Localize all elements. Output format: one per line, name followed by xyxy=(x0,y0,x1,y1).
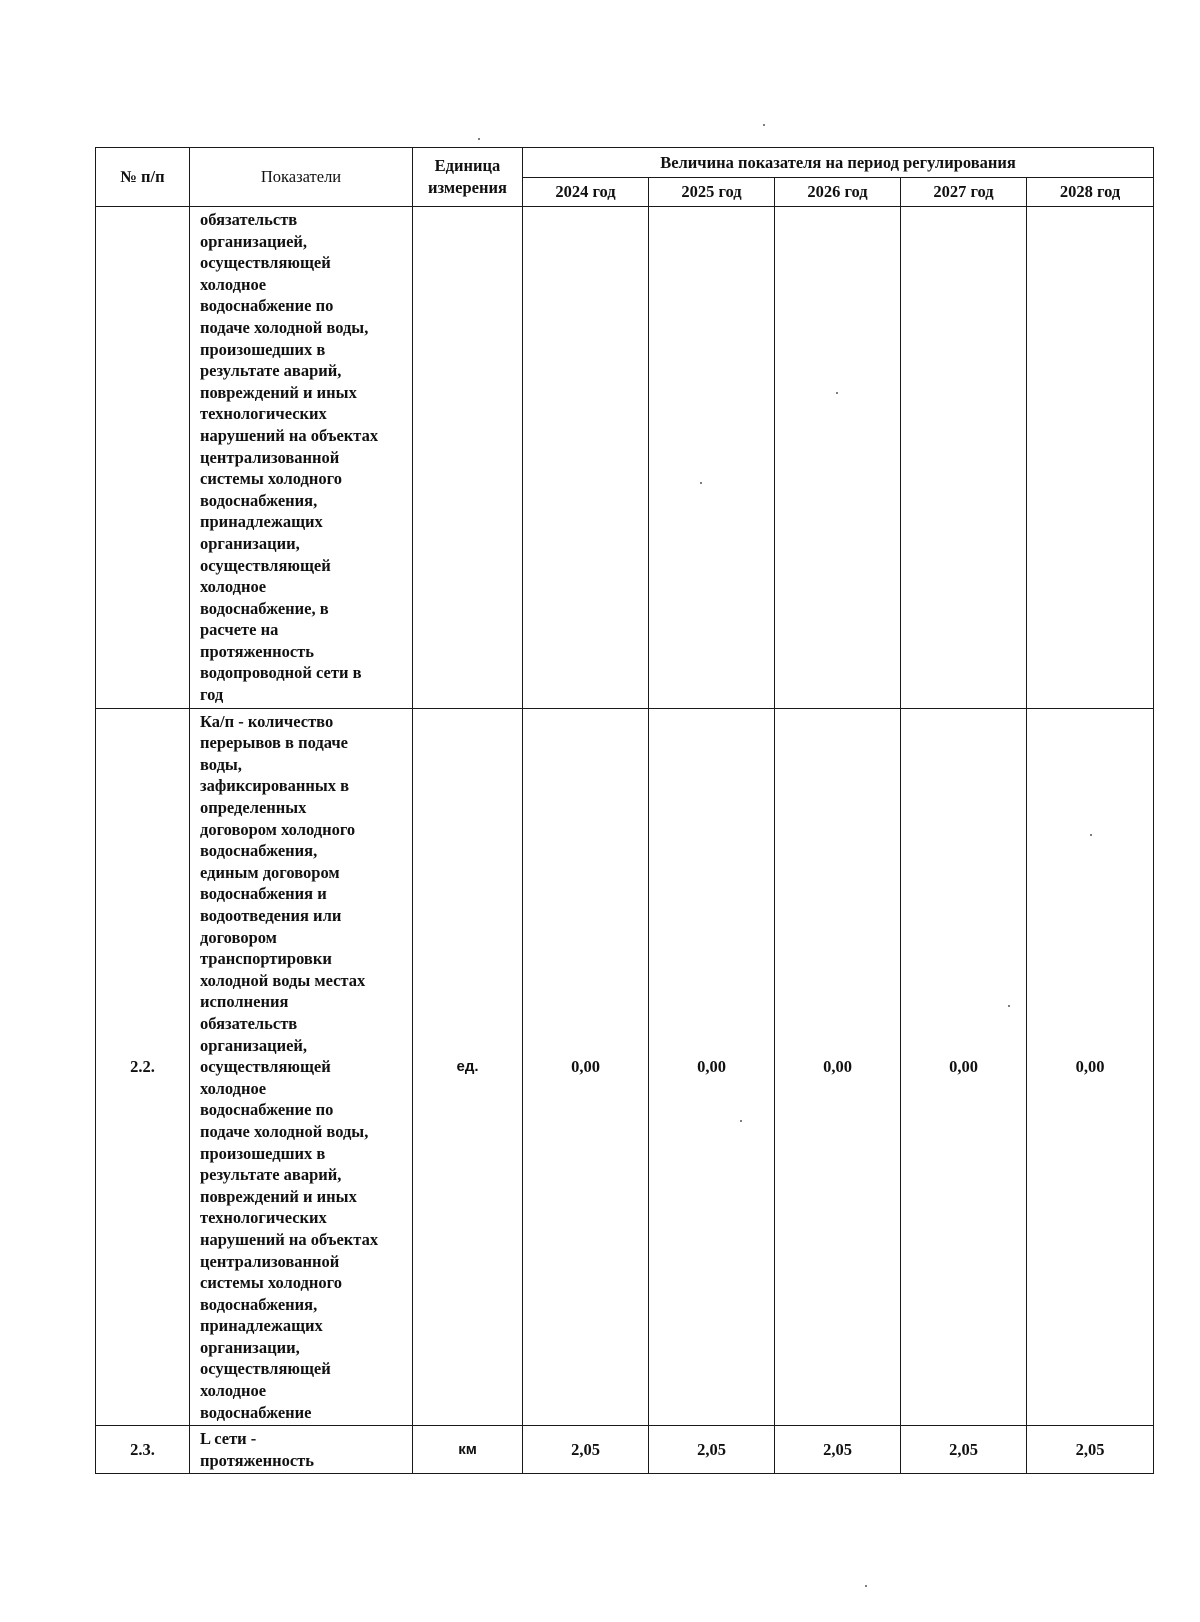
header-year-label: 2025 год xyxy=(681,182,742,202)
scan-speck xyxy=(700,482,702,484)
row-value-cell xyxy=(901,708,1027,1426)
row-value: 2,05 xyxy=(949,1440,978,1460)
row-value: 0,00 xyxy=(949,1057,978,1077)
row-value: 0,00 xyxy=(571,1057,600,1077)
row-value-cell xyxy=(1027,1426,1154,1474)
row-value: 0,00 xyxy=(823,1057,852,1077)
row-indicator-text: обязательств организацией, осуществляющей холодное водоснабжение по подаче холодной воды, произошедших в результате аварий, повреждений и иных технологических нарушений на объектах централизованной системы холодного водоснабжения, принадлежащих организации, осуществляющей холодное водоснабжение, в расчете на протяженность водопроводной сети в год xyxy=(200,210,379,705)
row-indicator-cell xyxy=(190,708,413,1426)
scan-speck xyxy=(1008,1005,1010,1007)
row-value: 2,05 xyxy=(571,1440,600,1460)
scan-speck xyxy=(865,1585,867,1587)
table-row xyxy=(96,708,1154,1426)
table-row xyxy=(96,1426,1154,1474)
table-row xyxy=(96,207,1154,709)
row-value-cell xyxy=(1027,708,1154,1426)
row-unit-cell xyxy=(413,1426,523,1474)
row-value-cell xyxy=(649,708,775,1426)
header-indicator xyxy=(190,148,413,207)
row-unit: км xyxy=(458,1441,477,1459)
header-num xyxy=(96,148,190,207)
header-year xyxy=(649,178,775,207)
scan-speck xyxy=(763,124,765,126)
header-year xyxy=(523,178,649,207)
row-value-cell xyxy=(523,708,649,1426)
row-num: 2.2. xyxy=(130,1057,155,1077)
row-indicator-text: L сети - протяженность xyxy=(200,1429,315,1470)
row-indicator-text: Ка/п - количество перерывов в подаче воды, зафиксированных в определенных договором холодного водоснабжения, единым договором водоснабжения и водоотведения или договором транспортировки холодной воды местах исполнения обязательств организацией, осуществляющей холодное водоснабжение по подаче холодной воды, произошедших в результате аварий, повреждений и иных технологических нарушений на объектах централизованной системы холодного водоснабжения, принадлежащих организации, осуществляющей холодное водоснабжение xyxy=(200,711,379,1422)
header-period-label: Величина показателя на период регулирования xyxy=(660,152,1016,172)
row-num-cell xyxy=(96,708,190,1426)
row-value-cell xyxy=(1027,207,1154,709)
row-num-cell xyxy=(96,1426,190,1474)
header-year-label: 2027 год xyxy=(933,182,994,202)
row-num-cell xyxy=(96,207,190,709)
header-num-label: № п/п xyxy=(120,167,165,187)
row-unit: ед. xyxy=(456,1058,479,1076)
row-value-cell xyxy=(523,207,649,709)
row-value-cell xyxy=(649,1426,775,1474)
row-num: 2.3. xyxy=(130,1440,155,1460)
scan-speck xyxy=(1090,834,1092,836)
row-value: 0,00 xyxy=(697,1057,726,1077)
header-indicator-label: Показатели xyxy=(260,167,342,187)
scan-speck xyxy=(740,1120,742,1122)
header-unit xyxy=(413,148,523,207)
row-value-cell xyxy=(775,708,901,1426)
header-year xyxy=(775,178,901,207)
header-year xyxy=(901,178,1027,207)
header-year xyxy=(1027,178,1154,207)
scan-speck xyxy=(478,138,480,140)
header-unit-label: Единица измерения xyxy=(428,156,507,197)
header-period xyxy=(523,148,1154,178)
row-value-cell xyxy=(523,1426,649,1474)
row-value-cell xyxy=(649,207,775,709)
header-year-label: 2026 год xyxy=(807,182,868,202)
row-indicator-cell xyxy=(190,1426,413,1474)
row-value: 0,00 xyxy=(1075,1057,1105,1077)
row-unit-cell xyxy=(413,708,523,1426)
row-value: 2,05 xyxy=(823,1440,852,1460)
row-value-cell xyxy=(901,207,1027,709)
row-value: 2,05 xyxy=(697,1440,726,1460)
row-value-cell xyxy=(901,1426,1027,1474)
scan-speck xyxy=(836,392,838,394)
header-row-top xyxy=(96,148,1154,178)
row-value-cell xyxy=(775,1426,901,1474)
row-value-cell xyxy=(775,207,901,709)
row-unit-cell xyxy=(413,207,523,709)
indicators-table xyxy=(95,147,1154,1474)
row-indicator-cell xyxy=(190,207,413,709)
row-value: 2,05 xyxy=(1075,1440,1105,1460)
header-year-label: 2024 год xyxy=(555,182,616,202)
header-year-label: 2028 год xyxy=(1059,182,1121,202)
